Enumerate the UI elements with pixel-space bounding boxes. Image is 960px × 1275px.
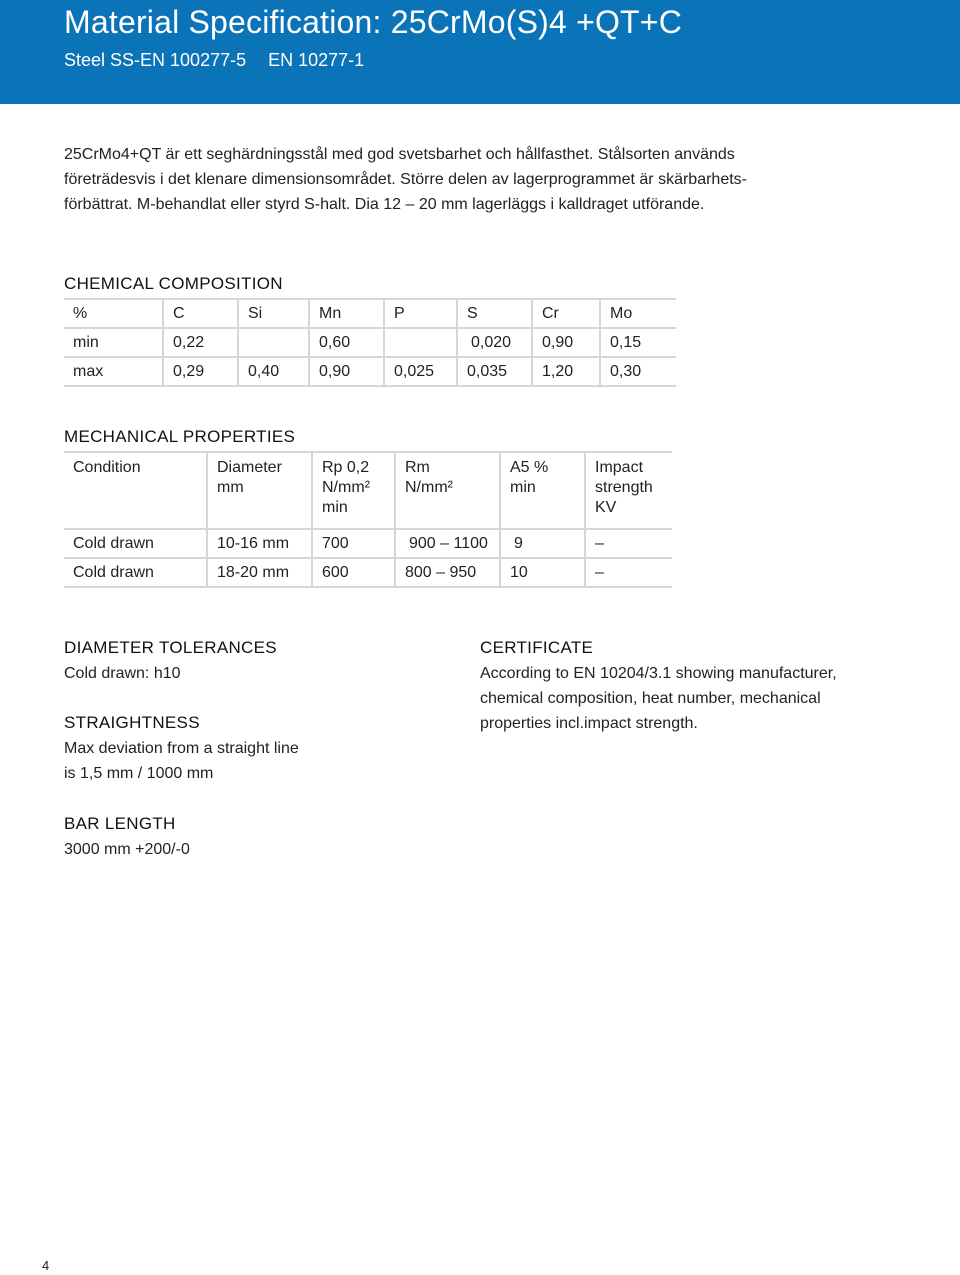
mechanical-properties-title: MECHANICAL PROPERTIES xyxy=(64,427,296,446)
table-row xyxy=(64,357,676,386)
header-cell: % xyxy=(64,299,163,328)
header-cell: Cr xyxy=(532,299,600,328)
table-cell: 0,40 xyxy=(238,357,309,386)
header-cell xyxy=(585,452,672,529)
header-cell xyxy=(64,452,207,529)
diameter-tolerances-title: DIAMETER TOLERANCES xyxy=(64,638,277,657)
table-cell: 0,30 xyxy=(600,357,676,386)
header-cell: S xyxy=(457,299,532,328)
diameter-tolerances-text: Cold drawn: h10 xyxy=(64,665,181,682)
table-header-row xyxy=(64,452,672,529)
mechanical-properties-table xyxy=(64,451,672,588)
certificate-line: According to EN 10204/3.1 showing manufacturer, xyxy=(480,665,837,682)
table-cell: 0,29 xyxy=(163,357,238,386)
straightness-line: Max deviation from a straight line xyxy=(64,740,299,757)
header-line: Rm xyxy=(405,459,430,476)
certificate-line: properties incl.impact strength. xyxy=(480,715,698,732)
table-cell: Cold drawn xyxy=(64,529,207,558)
header-cell xyxy=(207,452,312,529)
header-line: strength xyxy=(595,479,653,496)
table-cell: 18-20 mm xyxy=(207,558,312,587)
table-cell: 800 – 950 xyxy=(395,558,500,587)
table-cell: 0,035 xyxy=(457,357,532,386)
header-cell: P xyxy=(384,299,457,328)
page-title: Material Specification: 25CrMo(S)4 +QT+C xyxy=(64,4,682,40)
table-cell: 900 – 1100 xyxy=(395,529,500,558)
header-line: N/mm² xyxy=(405,479,453,496)
table-cell: – xyxy=(585,558,672,587)
standard-en: EN 10277-1 xyxy=(268,50,365,70)
table-cell: 10 xyxy=(500,558,585,587)
header-line: N/mm² xyxy=(322,479,370,496)
table-cell: 0,90 xyxy=(532,328,600,357)
page-number: 4 xyxy=(42,1258,50,1273)
intro-paragraph xyxy=(64,142,824,217)
table-header-row xyxy=(64,299,676,328)
certificate-text xyxy=(480,661,837,736)
straightness-line: is 1,5 mm / 1000 mm xyxy=(64,765,214,782)
table-cell: 600 xyxy=(312,558,395,587)
table-cell xyxy=(384,328,457,357)
table-cell: 0,020 xyxy=(457,328,532,357)
header-cell: Mo xyxy=(600,299,676,328)
header-cell: Mn xyxy=(309,299,384,328)
header-line: Diameter xyxy=(217,459,282,476)
certificate-line: chemical composition, heat number, mechanical xyxy=(480,690,821,707)
table-cell: max xyxy=(64,357,163,386)
header-cell: C xyxy=(163,299,238,328)
header-band xyxy=(0,0,960,104)
header-line: mm xyxy=(217,479,244,496)
chemical-composition-title: CHEMICAL COMPOSITION xyxy=(64,274,283,293)
bar-length-text: 3000 mm +200/-0 xyxy=(64,841,190,858)
table-cell: 9 xyxy=(500,529,585,558)
table-row xyxy=(64,328,676,357)
table-cell: 0,60 xyxy=(309,328,384,357)
table-cell xyxy=(238,328,309,357)
standard-ss: Steel SS-EN 100277-5 xyxy=(64,50,247,70)
intro-line: 25CrMo4+QT är ett seghärdningsstål med god svetsbarhet och hållfasthet. Stålsorten används xyxy=(64,146,735,163)
table-cell: Cold drawn xyxy=(64,558,207,587)
bar-length-title: BAR LENGTH xyxy=(64,814,176,833)
intro-line: förbättrat. M-behandlat eller styrd S-halt. Dia 12 – 20 mm lagerläggs i kalldraget utförande. xyxy=(64,196,705,213)
header-line: Condition xyxy=(73,459,141,476)
certificate-title: CERTIFICATE xyxy=(480,638,594,657)
table-row xyxy=(64,558,672,587)
chemical-composition-table xyxy=(64,298,676,387)
header-line: min xyxy=(510,479,536,496)
straightness-text xyxy=(64,736,299,786)
intro-line: företrädesvis i det klenare dimensionsområdet. Större delen av lagerprogrammet är skärbarhets- xyxy=(64,171,747,188)
table-cell: 1,20 xyxy=(532,357,600,386)
table-cell: 0,025 xyxy=(384,357,457,386)
table-cell: min xyxy=(64,328,163,357)
table-cell: 0,90 xyxy=(309,357,384,386)
header-line: Rp 0,2 xyxy=(322,459,370,476)
table-cell: 700 xyxy=(312,529,395,558)
header-cell xyxy=(312,452,395,529)
header-cell: Si xyxy=(238,299,309,328)
table-cell: 10-16 mm xyxy=(207,529,312,558)
table-row xyxy=(64,529,672,558)
header-cell xyxy=(500,452,585,529)
standards-line xyxy=(64,48,364,72)
table-cell: – xyxy=(585,529,672,558)
table-cell: 0,22 xyxy=(163,328,238,357)
header-line: Impact xyxy=(595,459,644,476)
header-line: KV xyxy=(595,499,617,516)
table-cell: 0,15 xyxy=(600,328,676,357)
header-line: min xyxy=(322,499,348,516)
straightness-title: STRAIGHTNESS xyxy=(64,713,200,732)
header-line: A5 % xyxy=(510,459,549,476)
header-cell xyxy=(395,452,500,529)
